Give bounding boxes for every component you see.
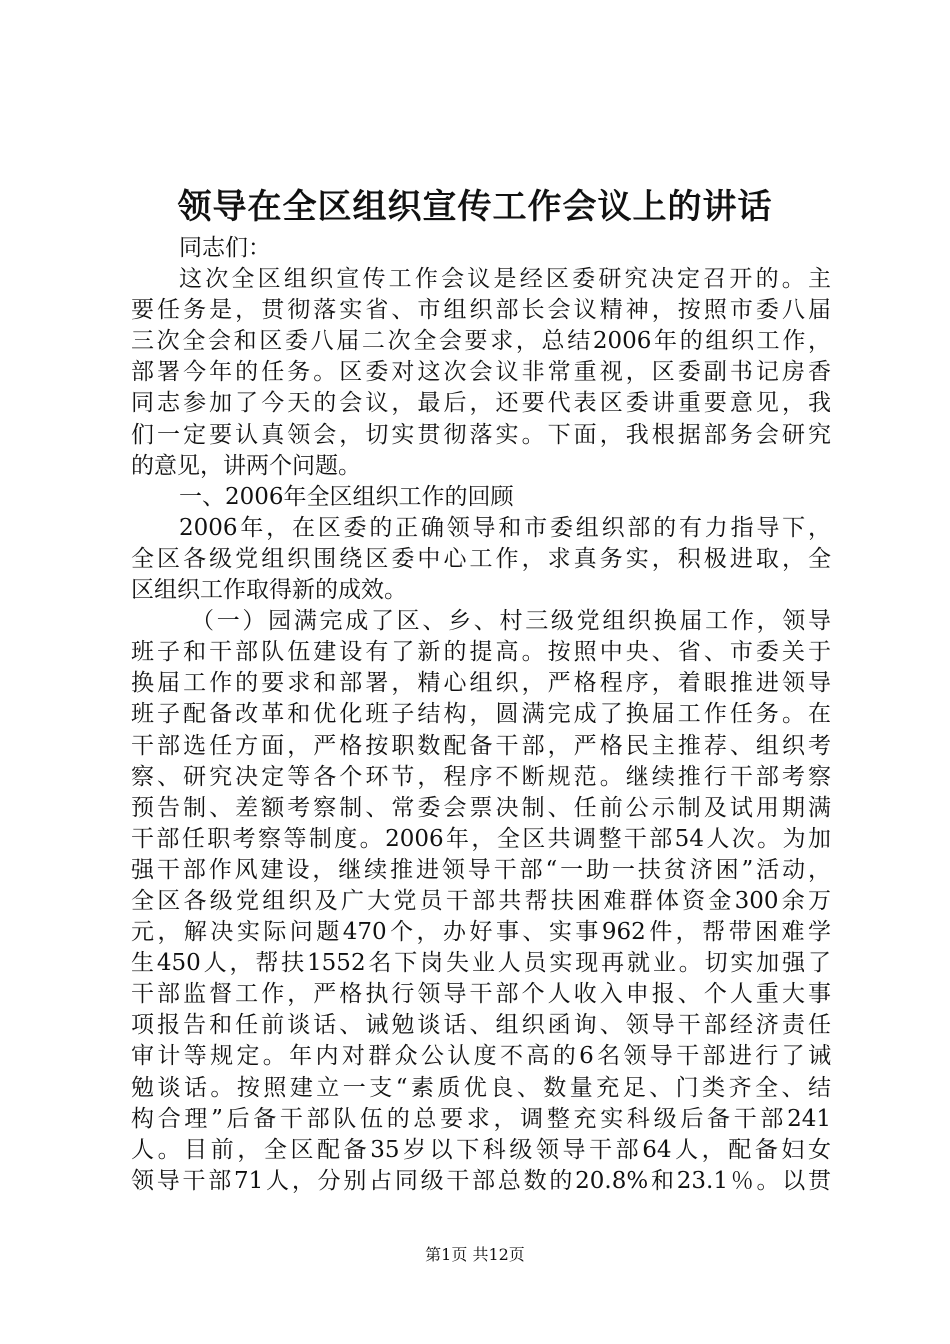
paragraph-line: 区组织工作取得新的成效。 xyxy=(131,577,407,604)
paragraph-line: 班子配备改革和优化班子结构，圆满完成了换届工作任务。在 xyxy=(131,701,831,728)
salutation: 同志们： xyxy=(179,235,271,261)
paragraph-line: 预告制、差额考察制、常委会票决制、任前公示制及试用期满 xyxy=(131,794,831,821)
paragraph-line: 全区各级党组织及广大党员干部共帮扶困难群体资金300余万 xyxy=(131,887,831,914)
paragraph-line: 们一定要认真领会，切实贯彻落实。下面，我根据部务会研究 xyxy=(131,421,831,448)
paragraph-line: 的意见，讲两个问题。 xyxy=(131,452,361,479)
paragraph-line: 审计等规定。年内对群众公认度不高的6名领导干部进行了诫 xyxy=(131,1043,831,1070)
paragraph-line: 领导干部71人，分别占同级干部总数的20.8%和23.1％。以贯 xyxy=(131,1167,831,1194)
paragraph-line: 同志参加了今天的会议，最后，还要代表区委讲重要意见，我 xyxy=(131,390,831,417)
document-title: 领导在全区组织宣传工作会议上的讲话 xyxy=(177,187,773,227)
paragraph-line: 元，解决实际问题470个，办好事、实事962件，帮带困难学 xyxy=(131,919,831,946)
paragraph-line: 项报告和任前谈话、诫勉谈话、组织函询、领导干部经济责任 xyxy=(131,1012,831,1039)
paragraph-line: （一）园满完成了区、乡、村三级党组织换届工作，领导 xyxy=(191,608,831,635)
paragraph-line: 干部选任方面，严格按职数配备干部，严格民主推荐、组织考 xyxy=(131,732,831,759)
paragraph-line: 这次全区组织宣传工作会议是经区委研究决定召开的。主 xyxy=(179,266,831,293)
paragraph-line: 干部任职考察等制度。2006年，全区共调整干部54人次。为加 xyxy=(131,825,831,852)
paragraph-line: 强干部作风建设，继续推进领导干部“一助一扶贫济困”活动， xyxy=(131,856,831,883)
paragraph-line: 部署今年的任务。区委对这次会议非常重视，区委副书记房香 xyxy=(131,359,831,386)
paragraph-line: 生450人，帮扶1552名下岗失业人员实现再就业。切实加强了 xyxy=(131,950,831,977)
paragraph-line: 要任务是，贯彻落实省、市组织部长会议精神，按照市委八届 xyxy=(131,297,831,324)
paragraph-line: 三次全会和区委八届二次全会要求，总结2006年的组织工作， xyxy=(131,328,831,355)
paragraph-line: 干部监督工作，严格执行领导干部个人收入申报、个人重大事 xyxy=(131,981,831,1008)
paragraph-line: 人。目前，全区配备35岁以下科级领导干部64人，配备妇女 xyxy=(131,1136,831,1163)
paragraph-line: 班子和干部队伍建设有了新的提高。按照中央、省、市委关于 xyxy=(131,639,831,666)
page-footer: 第1页 共12页 xyxy=(425,1245,525,1264)
paragraph-line: 构合理”后备干部队伍的总要求，调整充实科级后备干部241 xyxy=(131,1105,831,1132)
paragraph-line: 全区各级党组织围绕区委中心工作，求真务实，积极进取，全 xyxy=(131,545,831,572)
paragraph-line: 勉谈话。按照建立一支“素质优良、数量充足、门类齐全、结 xyxy=(131,1074,831,1101)
paragraph-line: 换届工作的要求和部署，精心组织，严格程序，着眼推进领导 xyxy=(131,670,831,697)
paragraph-line: 2006年，在区委的正确领导和市委组织部的有力指导下， xyxy=(179,514,831,541)
paragraph-line: 察、研究决定等各个环节，程序不断规范。继续推行干部考察 xyxy=(131,763,831,790)
section-heading: 一、2006年全区组织工作的回顾 xyxy=(179,483,514,510)
document-body xyxy=(131,233,831,1197)
